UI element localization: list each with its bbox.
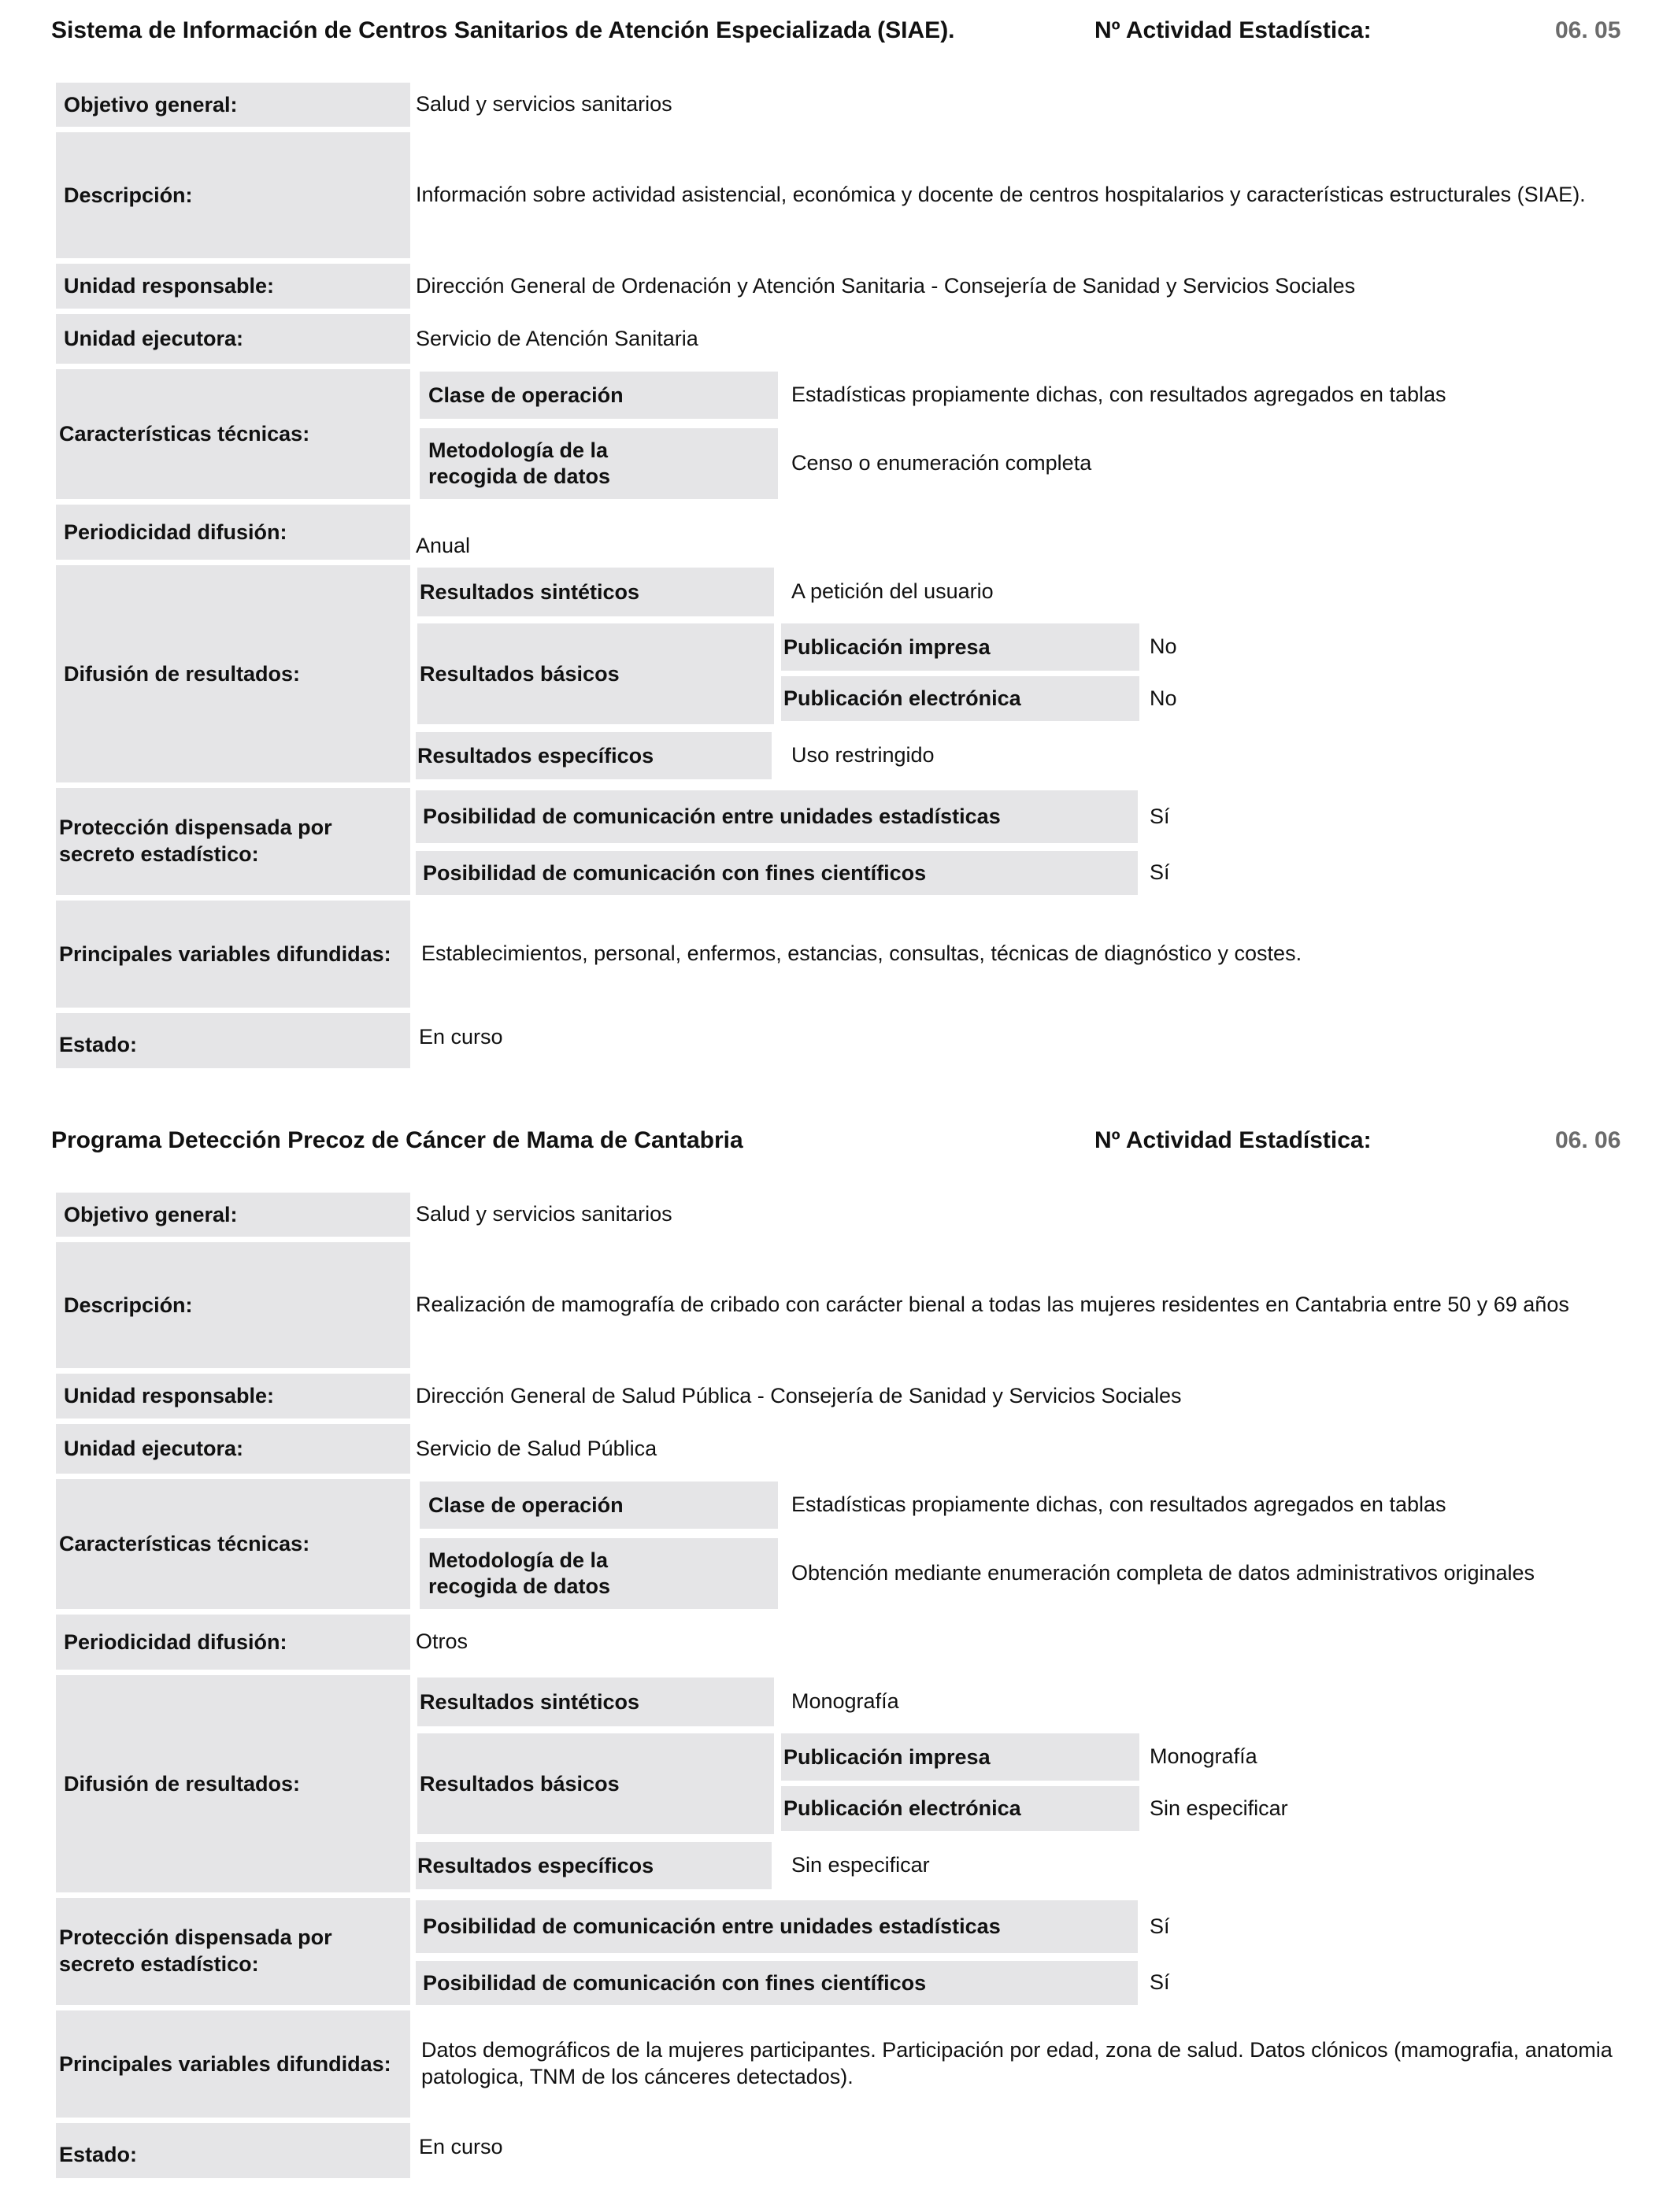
especificos-value: Sin especificar [791, 1853, 930, 1877]
statistic-record-2 [0, 1110, 1674, 2212]
metodologia-label: Metodología de la recogida de datos [420, 1538, 778, 1609]
unidad-responsable-value: Dirección General de Salud Pública - Consejería de Sanidad y Servicios Sociales [416, 1383, 1182, 1407]
periodicidad-value: Otros [416, 1629, 468, 1654]
especificos-value: Uso restringido [791, 743, 935, 768]
objetivo-label: Objetivo general: [56, 83, 410, 127]
com-cientificos-label: Posibilidad de comunicación con fines científicos [416, 851, 1138, 895]
electronica-value: Sin especificar [1150, 1796, 1288, 1820]
descripcion-value: Realización de mamografía de cribado con carácter bienal a todas las mujeres residentes en Cantabria entre 50 y 69 años [416, 1293, 1569, 1317]
unidad-responsable-label: Unidad responsable: [56, 1374, 410, 1419]
variables-value: Datos demográficos de la mujeres participantes. Participación por edad, zona de salud. Datos clónicos (mamografia, anatomia patologica, TNM de los cánceres detectados). [421, 2038, 1613, 2088]
com-unidades-label: Posibilidad de comunicación entre unidades estadísticas [416, 790, 1138, 843]
sinteticos-value: A petición del usuario [791, 579, 994, 604]
statistic-record-1 [0, 0, 1674, 1102]
activity-number: 06. 06 [1555, 1127, 1621, 1153]
metodologia-value: Obtención mediante enumeración completa de datos administrativos originales [791, 1561, 1535, 1585]
unidad-responsable-value: Dirección General de Ordenación y Atención Sanitaria - Consejería de Sanidad y Servicios Sociales [416, 273, 1356, 298]
impresa-value: Monografía [1150, 1744, 1257, 1769]
proteccion-label: Protección dispensada por secreto estadístico: [56, 788, 410, 895]
descripcion-value: Información sobre actividad asistencial, económica y docente de centros hospitalarios y características estructurales (SIAE). [416, 183, 1586, 207]
activity-number-label: Nº Actividad Estadística: [1094, 17, 1372, 43]
periodicidad-label: Periodicidad difusión: [56, 1615, 410, 1670]
sinteticos-value: Monografía [791, 1689, 899, 1714]
difusion-label: Difusión de resultados: [56, 565, 410, 782]
clase-operacion-value: Estadísticas propiamente dichas, con resultados agregados en tablas [791, 1493, 1446, 1517]
periodicidad-label: Periodicidad difusión: [56, 505, 410, 560]
electronica-label: Publicación electrónica [781, 676, 1139, 721]
difusion-label: Difusión de resultados: [56, 1675, 410, 1892]
caracteristicas-label: Características técnicas: [56, 1479, 410, 1609]
unidad-ejecutora-value: Servicio de Salud Pública [416, 1436, 657, 1460]
com-unidades-value: Sí [1150, 804, 1170, 828]
unidad-ejecutora-value: Servicio de Atención Sanitaria [416, 326, 698, 350]
record-title: Programa Detección Precoz de Cáncer de Mama de Cantabria [51, 1127, 743, 1153]
impresa-label: Publicación impresa [781, 1733, 1139, 1781]
sinteticos-label: Resultados sintéticos [417, 568, 774, 616]
estado-value: En curso [419, 2135, 503, 2159]
variables-label: Principales variables difundidas: [56, 901, 410, 1008]
caracteristicas-label: Características técnicas: [56, 369, 410, 499]
clase-operacion-value: Estadísticas propiamente dichas, con resultados agregados en tablas [791, 383, 1446, 407]
objetivo-value: Salud y servicios sanitarios [416, 1202, 672, 1226]
electronica-label: Publicación electrónica [781, 1786, 1139, 1831]
unidad-ejecutora-label: Unidad ejecutora: [56, 1424, 410, 1474]
com-unidades-label: Posibilidad de comunicación entre unidades estadísticas [416, 1900, 1138, 1953]
estado-label: Estado: [56, 2123, 410, 2178]
impresa-label: Publicación impresa [781, 623, 1139, 671]
descripcion-label: Descripción: [56, 1242, 410, 1368]
estado-label: Estado: [56, 1013, 410, 1068]
electronica-value: No [1150, 686, 1177, 710]
com-cientificos-value: Sí [1150, 1970, 1170, 1995]
objetivo-label: Objetivo general: [56, 1193, 410, 1237]
proteccion-label: Protección dispensada por secreto estadístico: [56, 1898, 410, 2005]
activity-number-label: Nº Actividad Estadística: [1094, 1127, 1372, 1153]
clase-operacion-label: Clase de operación [420, 1481, 778, 1529]
estado-value: En curso [419, 1025, 503, 1049]
variables-value: Establecimientos, personal, enfermos, estancias, consultas, técnicas de diagnóstico y costes. [421, 941, 1302, 966]
metodologia-label: Metodología de la recogida de datos [420, 428, 778, 499]
basicos-label: Resultados básicos [417, 1733, 774, 1834]
metodologia-value: Censo o enumeración completa [791, 451, 1092, 475]
activity-number: 06. 05 [1555, 17, 1621, 43]
especificos-label: Resultados específicos [416, 1842, 772, 1889]
com-cientificos-label: Posibilidad de comunicación con fines científicos [416, 1961, 1138, 2005]
especificos-label: Resultados específicos [416, 732, 772, 779]
com-cientificos-value: Sí [1150, 860, 1170, 885]
variables-label: Principales variables difundidas: [56, 2010, 410, 2118]
unidad-ejecutora-label: Unidad ejecutora: [56, 314, 410, 364]
periodicidad-value: Anual [416, 534, 471, 558]
objetivo-value: Salud y servicios sanitarios [416, 92, 672, 117]
sinteticos-label: Resultados sintéticos [417, 1677, 774, 1726]
impresa-value: No [1150, 634, 1177, 659]
record-title: Sistema de Información de Centros Sanitarios de Atención Especializada (SIAE). [51, 17, 955, 43]
basicos-label: Resultados básicos [417, 623, 774, 724]
clase-operacion-label: Clase de operación [420, 372, 778, 419]
descripcion-label: Descripción: [56, 132, 410, 258]
unidad-responsable-label: Unidad responsable: [56, 264, 410, 309]
com-unidades-value: Sí [1150, 1914, 1170, 1938]
